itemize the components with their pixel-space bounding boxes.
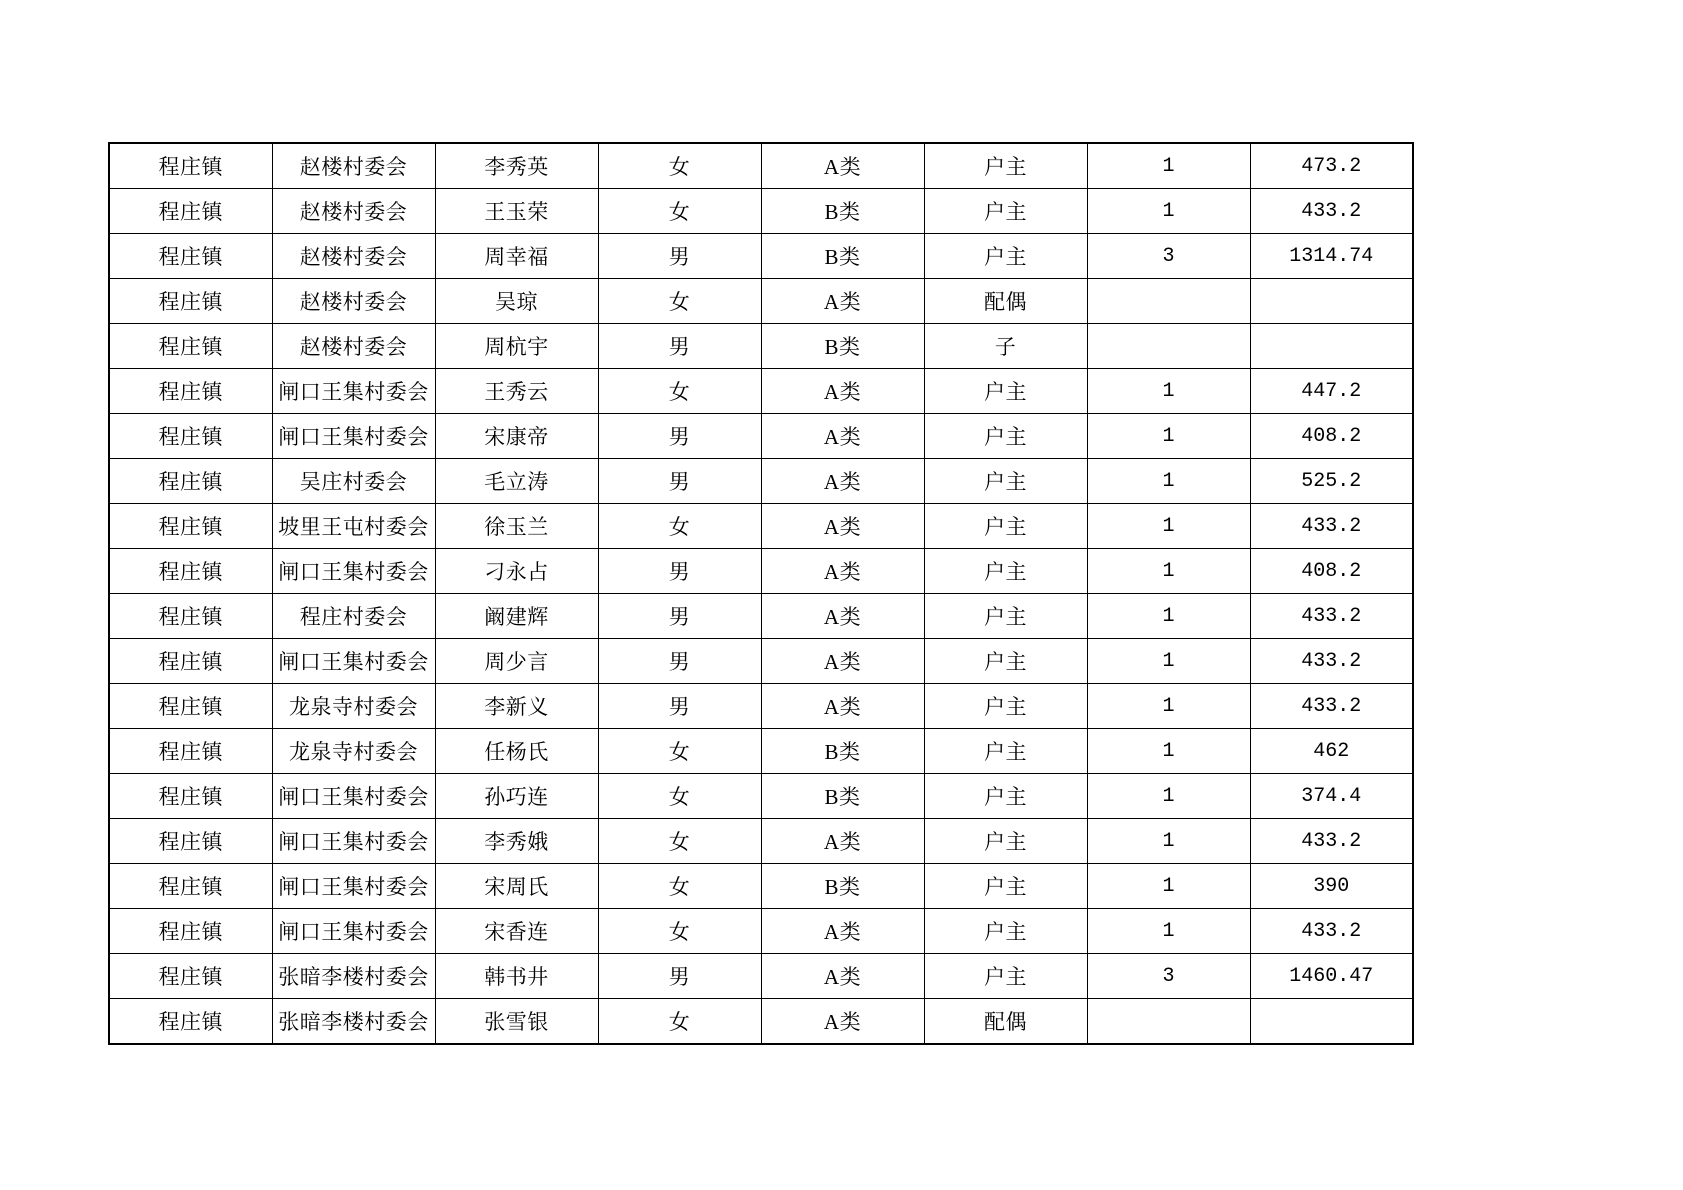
cell-household-size: 1 xyxy=(1087,369,1250,414)
cell-name: 徐玉兰 xyxy=(435,504,598,549)
cell-category: A类 xyxy=(761,504,924,549)
cell-category: A类 xyxy=(761,143,924,189)
cell-relation: 户主 xyxy=(924,549,1087,594)
cell-town: 程庄镇 xyxy=(109,549,272,594)
cell-village-committee: 闸口王集村委会 xyxy=(272,369,435,414)
cell-amount: 433.2 xyxy=(1250,594,1413,639)
table-row xyxy=(109,999,1413,1045)
cell-household-size: 1 xyxy=(1087,504,1250,549)
cell-gender: 男 xyxy=(598,459,761,504)
cell-town: 程庄镇 xyxy=(109,729,272,774)
cell-relation: 户主 xyxy=(924,369,1087,414)
cell-amount: 390 xyxy=(1250,864,1413,909)
cell-household-size: 1 xyxy=(1087,189,1250,234)
cell-amount: 447.2 xyxy=(1250,369,1413,414)
cell-village-committee: 坡里王屯村委会 xyxy=(272,504,435,549)
cell-household-size: 1 xyxy=(1087,549,1250,594)
cell-town: 程庄镇 xyxy=(109,774,272,819)
cell-relation: 户主 xyxy=(924,909,1087,954)
cell-category: A类 xyxy=(761,549,924,594)
cell-village-committee: 闸口王集村委会 xyxy=(272,639,435,684)
table-row xyxy=(109,279,1413,324)
cell-relation: 子 xyxy=(924,324,1087,369)
cell-village-committee: 程庄村委会 xyxy=(272,594,435,639)
cell-amount: 1460.47 xyxy=(1250,954,1413,999)
cell-gender: 男 xyxy=(598,594,761,639)
cell-name: 刁永占 xyxy=(435,549,598,594)
cell-relation: 户主 xyxy=(924,594,1087,639)
cell-relation: 配偶 xyxy=(924,999,1087,1045)
cell-amount xyxy=(1250,279,1413,324)
cell-name: 宋香连 xyxy=(435,909,598,954)
cell-town: 程庄镇 xyxy=(109,279,272,324)
cell-name: 毛立涛 xyxy=(435,459,598,504)
cell-relation: 户主 xyxy=(924,234,1087,279)
cell-village-committee: 赵楼村委会 xyxy=(272,324,435,369)
cell-relation: 户主 xyxy=(924,189,1087,234)
cell-household-size: 1 xyxy=(1087,459,1250,504)
table-row xyxy=(109,684,1413,729)
table-row xyxy=(109,594,1413,639)
cell-relation: 户主 xyxy=(924,819,1087,864)
cell-household-size: 1 xyxy=(1087,729,1250,774)
roster-table xyxy=(108,142,1414,1045)
cell-category: B类 xyxy=(761,189,924,234)
spreadsheet-page xyxy=(108,142,1413,1045)
table-row xyxy=(109,143,1413,189)
cell-name: 孙巧连 xyxy=(435,774,598,819)
cell-town: 程庄镇 xyxy=(109,819,272,864)
cell-gender: 女 xyxy=(598,504,761,549)
cell-village-committee: 赵楼村委会 xyxy=(272,143,435,189)
cell-household-size: 3 xyxy=(1087,954,1250,999)
cell-category: A类 xyxy=(761,909,924,954)
table-row xyxy=(109,729,1413,774)
cell-name: 王玉荣 xyxy=(435,189,598,234)
cell-household-size: 1 xyxy=(1087,864,1250,909)
cell-gender: 男 xyxy=(598,549,761,594)
cell-household-size xyxy=(1087,324,1250,369)
cell-village-committee: 赵楼村委会 xyxy=(272,234,435,279)
cell-name: 李新义 xyxy=(435,684,598,729)
cell-gender: 男 xyxy=(598,954,761,999)
table-row xyxy=(109,234,1413,279)
cell-category: A类 xyxy=(761,999,924,1045)
cell-category: B类 xyxy=(761,774,924,819)
cell-household-size xyxy=(1087,279,1250,324)
table-row xyxy=(109,189,1413,234)
cell-town: 程庄镇 xyxy=(109,189,272,234)
cell-town: 程庄镇 xyxy=(109,594,272,639)
cell-town: 程庄镇 xyxy=(109,909,272,954)
cell-town: 程庄镇 xyxy=(109,504,272,549)
cell-amount xyxy=(1250,324,1413,369)
cell-relation: 户主 xyxy=(924,143,1087,189)
cell-household-size: 3 xyxy=(1087,234,1250,279)
cell-village-committee: 闸口王集村委会 xyxy=(272,414,435,459)
cell-town: 程庄镇 xyxy=(109,143,272,189)
cell-amount: 433.2 xyxy=(1250,909,1413,954)
cell-gender: 男 xyxy=(598,324,761,369)
cell-household-size: 1 xyxy=(1087,594,1250,639)
cell-gender: 女 xyxy=(598,279,761,324)
cell-name: 张雪银 xyxy=(435,999,598,1045)
cell-amount xyxy=(1250,999,1413,1045)
cell-town: 程庄镇 xyxy=(109,369,272,414)
cell-amount: 1314.74 xyxy=(1250,234,1413,279)
cell-household-size: 1 xyxy=(1087,639,1250,684)
cell-gender: 男 xyxy=(598,414,761,459)
cell-village-committee: 张暗李楼村委会 xyxy=(272,954,435,999)
cell-category: B类 xyxy=(761,729,924,774)
cell-amount: 374.4 xyxy=(1250,774,1413,819)
cell-category: A类 xyxy=(761,954,924,999)
cell-name: 韩书井 xyxy=(435,954,598,999)
cell-relation: 户主 xyxy=(924,459,1087,504)
cell-household-size: 1 xyxy=(1087,414,1250,459)
cell-amount: 433.2 xyxy=(1250,684,1413,729)
table-row xyxy=(109,369,1413,414)
cell-village-committee: 张暗李楼村委会 xyxy=(272,999,435,1045)
cell-town: 程庄镇 xyxy=(109,684,272,729)
cell-village-committee: 闸口王集村委会 xyxy=(272,909,435,954)
cell-name: 宋康帝 xyxy=(435,414,598,459)
cell-gender: 女 xyxy=(598,774,761,819)
cell-name: 任杨氏 xyxy=(435,729,598,774)
cell-name: 李秀娥 xyxy=(435,819,598,864)
cell-household-size xyxy=(1087,999,1250,1045)
cell-gender: 女 xyxy=(598,864,761,909)
cell-town: 程庄镇 xyxy=(109,234,272,279)
table-row xyxy=(109,819,1413,864)
cell-relation: 户主 xyxy=(924,684,1087,729)
cell-name: 王秀云 xyxy=(435,369,598,414)
cell-village-committee: 闸口王集村委会 xyxy=(272,549,435,594)
cell-relation: 户主 xyxy=(924,954,1087,999)
cell-name: 周杭宇 xyxy=(435,324,598,369)
table-row xyxy=(109,414,1413,459)
cell-gender: 男 xyxy=(598,684,761,729)
cell-village-committee: 赵楼村委会 xyxy=(272,189,435,234)
table-row xyxy=(109,864,1413,909)
cell-village-committee: 闸口王集村委会 xyxy=(272,819,435,864)
cell-relation: 配偶 xyxy=(924,279,1087,324)
cell-category: B类 xyxy=(761,234,924,279)
cell-gender: 女 xyxy=(598,999,761,1045)
cell-amount: 433.2 xyxy=(1250,639,1413,684)
cell-relation: 户主 xyxy=(924,504,1087,549)
cell-category: B类 xyxy=(761,324,924,369)
cell-household-size: 1 xyxy=(1087,684,1250,729)
cell-category: B类 xyxy=(761,864,924,909)
table-body xyxy=(109,143,1413,1044)
cell-category: A类 xyxy=(761,459,924,504)
cell-name: 阚建辉 xyxy=(435,594,598,639)
table-row xyxy=(109,954,1413,999)
cell-gender: 男 xyxy=(598,639,761,684)
cell-village-committee: 龙泉寺村委会 xyxy=(272,684,435,729)
cell-amount: 462 xyxy=(1250,729,1413,774)
cell-gender: 女 xyxy=(598,909,761,954)
cell-relation: 户主 xyxy=(924,639,1087,684)
cell-village-committee: 吴庄村委会 xyxy=(272,459,435,504)
table-row xyxy=(109,909,1413,954)
cell-category: A类 xyxy=(761,819,924,864)
cell-relation: 户主 xyxy=(924,774,1087,819)
cell-category: A类 xyxy=(761,639,924,684)
cell-gender: 女 xyxy=(598,143,761,189)
cell-town: 程庄镇 xyxy=(109,459,272,504)
cell-category: A类 xyxy=(761,369,924,414)
cell-amount: 433.2 xyxy=(1250,504,1413,549)
cell-household-size: 1 xyxy=(1087,819,1250,864)
cell-amount: 433.2 xyxy=(1250,819,1413,864)
cell-amount: 408.2 xyxy=(1250,414,1413,459)
cell-town: 程庄镇 xyxy=(109,954,272,999)
cell-relation: 户主 xyxy=(924,414,1087,459)
cell-name: 李秀英 xyxy=(435,143,598,189)
cell-relation: 户主 xyxy=(924,864,1087,909)
cell-gender: 女 xyxy=(598,369,761,414)
table-row xyxy=(109,324,1413,369)
cell-village-committee: 赵楼村委会 xyxy=(272,279,435,324)
cell-name: 周幸福 xyxy=(435,234,598,279)
table-row xyxy=(109,774,1413,819)
cell-category: A类 xyxy=(761,414,924,459)
cell-name: 吴琼 xyxy=(435,279,598,324)
cell-household-size: 1 xyxy=(1087,909,1250,954)
cell-category: A类 xyxy=(761,279,924,324)
cell-gender: 女 xyxy=(598,819,761,864)
cell-village-committee: 龙泉寺村委会 xyxy=(272,729,435,774)
cell-amount: 525.2 xyxy=(1250,459,1413,504)
cell-town: 程庄镇 xyxy=(109,639,272,684)
cell-gender: 男 xyxy=(598,234,761,279)
table-row xyxy=(109,459,1413,504)
cell-amount: 433.2 xyxy=(1250,189,1413,234)
cell-amount: 473.2 xyxy=(1250,143,1413,189)
cell-household-size: 1 xyxy=(1087,774,1250,819)
cell-name: 周少言 xyxy=(435,639,598,684)
cell-name: 宋周氏 xyxy=(435,864,598,909)
cell-town: 程庄镇 xyxy=(109,414,272,459)
table-row xyxy=(109,639,1413,684)
cell-gender: 女 xyxy=(598,729,761,774)
cell-town: 程庄镇 xyxy=(109,324,272,369)
cell-town: 程庄镇 xyxy=(109,864,272,909)
cell-gender: 女 xyxy=(598,189,761,234)
table-row xyxy=(109,504,1413,549)
cell-household-size: 1 xyxy=(1087,143,1250,189)
cell-amount: 408.2 xyxy=(1250,549,1413,594)
cell-village-committee: 闸口王集村委会 xyxy=(272,864,435,909)
cell-category: A类 xyxy=(761,684,924,729)
cell-relation: 户主 xyxy=(924,729,1087,774)
cell-category: A类 xyxy=(761,594,924,639)
table-row xyxy=(109,549,1413,594)
cell-town: 程庄镇 xyxy=(109,999,272,1045)
cell-village-committee: 闸口王集村委会 xyxy=(272,774,435,819)
